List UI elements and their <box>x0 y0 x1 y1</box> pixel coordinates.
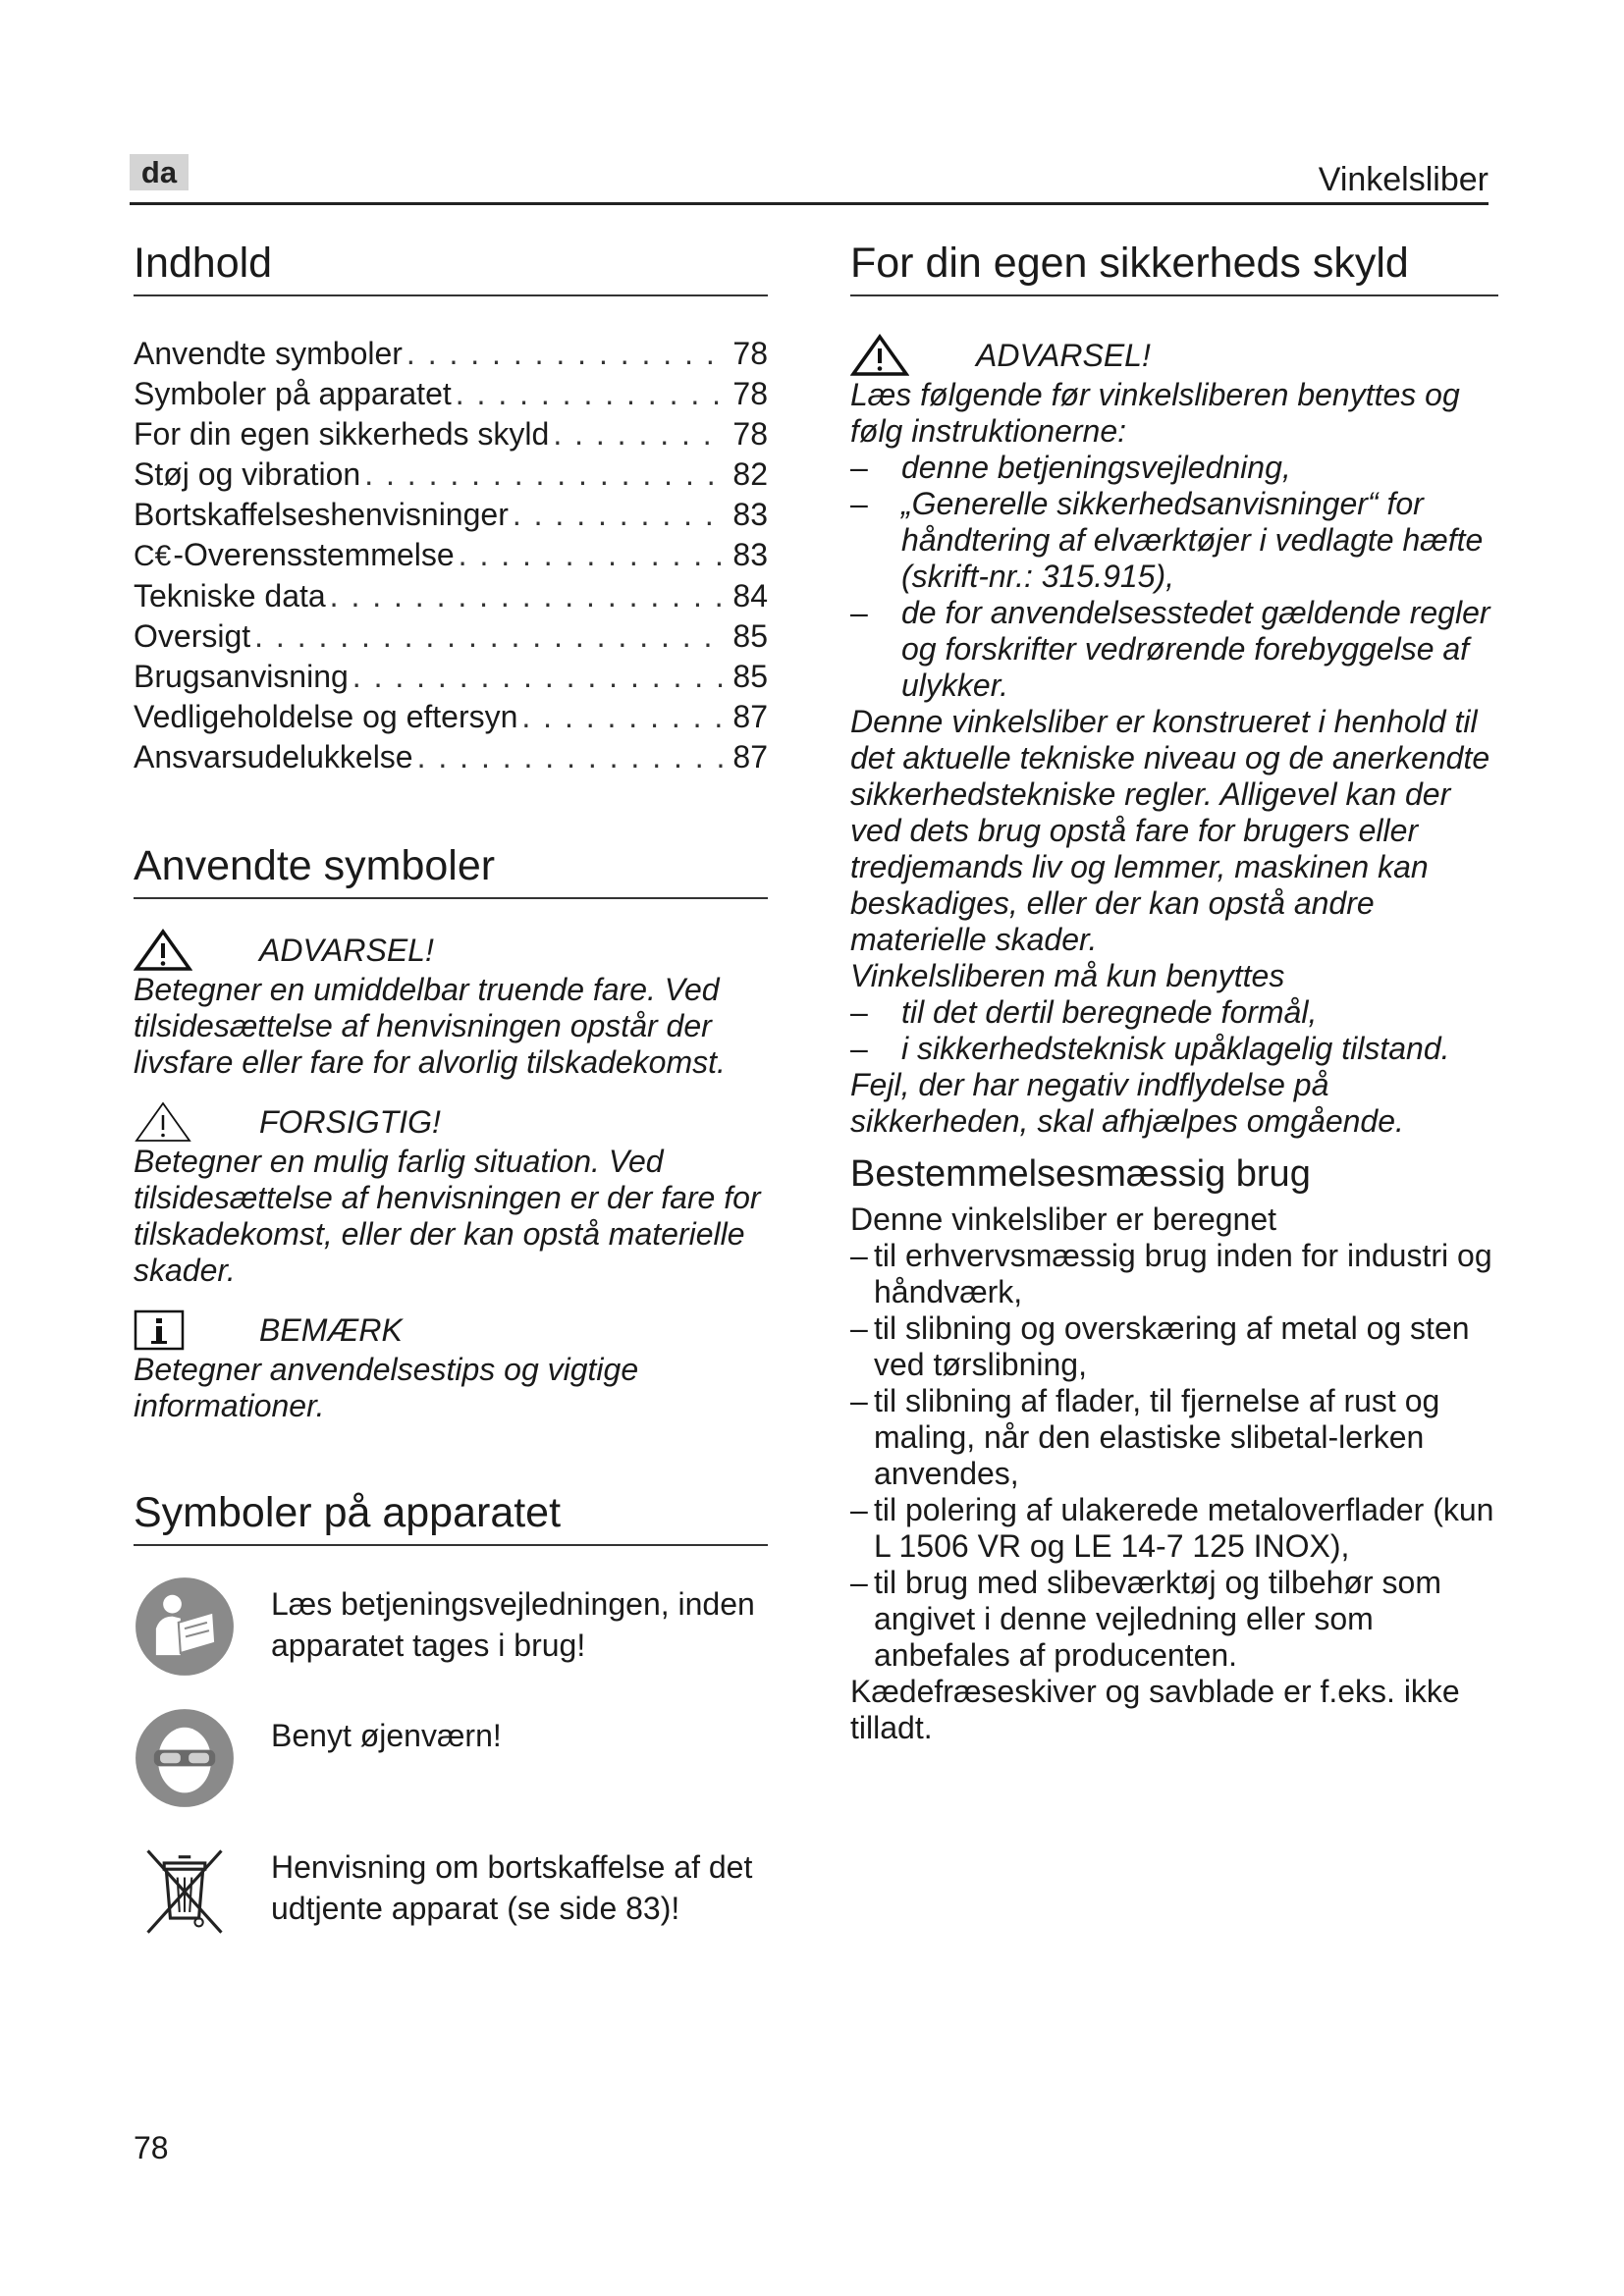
device-symbol-text: Benyt øjenværn! <box>271 1718 502 1753</box>
header-divider <box>130 202 1489 205</box>
note-title: BEMÆRK <box>259 1311 403 1348</box>
safety-usage-list <box>850 994 1498 1067</box>
read-manual-icon <box>134 1575 236 1678</box>
symbols-heading: Anvendte symboler <box>134 838 768 899</box>
caution-title: FORSIGTIG! <box>259 1103 441 1140</box>
device-symbol-text: Henvisning om bortskaffelse af det udtjente apparat (se side 83)! <box>271 1849 753 1926</box>
toc-item[interactable] <box>134 697 768 737</box>
toc-item[interactable] <box>134 495 768 535</box>
caution-triangle-icon <box>134 1100 192 1144</box>
list-item: – i sikkerhedsteknisk upåklagelig tilstand. <box>850 1031 1450 1066</box>
list-item: – til polering af ulakerede metaloverflader (kun L 1506 VR og LE 14-7 125 INOX), <box>850 1492 1494 1564</box>
toc-item-label: Symboler på apparatet <box>134 376 452 411</box>
toc-item[interactable] <box>134 374 768 414</box>
toc-item[interactable] <box>134 454 768 495</box>
document-title: Vinkelsliber <box>1318 161 1489 198</box>
toc-item-page: 85 <box>732 659 768 694</box>
toc-item[interactable] <box>134 414 768 454</box>
ce-mark-icon: C€ <box>134 540 172 572</box>
toc-item-label: Tekniske data <box>134 578 326 614</box>
page-number: 78 <box>134 2130 169 2165</box>
list-item: – til slibning og overskæring af metal og sten ved tørslibning, <box>850 1310 1470 1382</box>
device-symbols-section <box>134 1485 768 1941</box>
device-symbol-row <box>134 1575 768 1678</box>
safety-intro: Læs følgende før vinkelsliberen benyttes og følg instruktionerne: <box>850 377 1460 449</box>
symbols-section <box>134 838 768 1424</box>
warning-triangle-icon <box>134 929 192 972</box>
toc-item-label: Brugsanvisning <box>134 659 349 694</box>
safety-heading: For din egen sikkerheds skyld <box>850 236 1498 296</box>
toc-item[interactable] <box>134 657 768 697</box>
note-description: Betegner anvendelsestips og vigtige informationer. <box>134 1352 639 1423</box>
toc-item-label: Anvendte symboler <box>134 336 403 371</box>
toc-item-page: 85 <box>732 618 768 654</box>
device-symbol-text: Læs betjeningsvejledningen, inden apparatet tages i brug! <box>271 1586 755 1663</box>
toc-item[interactable] <box>134 616 768 657</box>
list-item: – til erhvervsmæssig brug inden for industri og håndværk, <box>850 1238 1492 1309</box>
safety-paragraph: Denne vinkelsliber er konstrueret i henhold til det aktuelle tekniske niveau og de anerkendte sikkerhedstekniske regler. Alligevel kan der ved dets brug opstå fare for brugers eller tredjemands liv og lemmer, maskinen kan beskadiges, eller der kan opstå andre materielle skader. <box>850 704 1490 957</box>
toc-item-page: 78 <box>732 336 768 371</box>
toc-item-page: 78 <box>732 416 768 452</box>
toc-item-page: 78 <box>732 376 768 411</box>
intended-use-intro: Denne vinkelsliber er beregnet <box>850 1201 1277 1237</box>
toc-item-page: 87 <box>732 739 768 774</box>
device-symbols-heading: Symboler på apparatet <box>134 1485 768 1546</box>
list-item: – de for anvendelsesstedet gældende regler og forskrifter vedrørende forebyggelse af ulykker. <box>850 595 1490 703</box>
list-item: – „Generelle sikkerhedsanvisninger“ for håndtering af elværktøjer i vedlagte hæfte (skrift-nr.: 315.915), <box>850 486 1484 594</box>
toc-item-label: Ansvarsudelukkelse <box>134 739 413 774</box>
toc-item-label: Oversigt <box>134 618 251 654</box>
toc-item[interactable] <box>134 334 768 374</box>
caution-symbol-row <box>134 1100 768 1144</box>
intended-use-heading: Bestemmelsesmæssig brug <box>850 1153 1311 1195</box>
toc-item[interactable] <box>134 535 768 576</box>
language-badge: da <box>130 154 189 190</box>
warning-title: ADVARSEL! <box>259 932 434 968</box>
list-item: – til slibning af flader, til fjernelse af rust og maling, når den elastiske slibetal-lerken anvendes, <box>850 1383 1440 1491</box>
toc-item-label: Støj og vibration <box>134 456 361 492</box>
list-item: – til brug med slibeværktøj og tilbehør som angivet i denne vejledning eller som anbefales af producenten. <box>850 1565 1441 1673</box>
safety-warning-row <box>850 334 1498 377</box>
warning-description: Betegner en umiddelbar truende fare. Ved tilsidesættelse af henvisningen opstår der livsfare eller fare for alvorlig tilskadekomst. <box>134 972 726 1080</box>
toc-item-page: 83 <box>732 497 768 532</box>
device-symbol-row <box>134 1707 768 1809</box>
warning-triangle-icon <box>850 334 909 377</box>
safety-paragraph: Fejl, der har negativ indflydelse på sikkerheden, skal afhjælpes omgående. <box>850 1067 1404 1139</box>
toc-item-label: For din egen sikkerheds skyld <box>134 416 550 452</box>
list-item: – denne betjeningsvejledning, <box>850 450 1291 485</box>
safety-warning-title: ADVARSEL! <box>976 337 1151 373</box>
caution-description: Betegner en mulig farlig situation. Ved tilsidesættelse af henvisningen er der fare for tilskadekomst, eller der kan opstå materielle skader. <box>134 1144 761 1288</box>
right-column <box>850 236 1498 1746</box>
info-icon <box>134 1308 192 1352</box>
left-column <box>134 236 768 1941</box>
toc-item-page: 84 <box>732 578 768 614</box>
toc-item-label: Bortskaffelseshenvisninger <box>134 497 509 532</box>
safety-paragraph: Vinkelsliberen må kun benyttes <box>850 958 1285 993</box>
table-of-contents <box>134 334 768 777</box>
eye-protection-icon <box>134 1707 236 1809</box>
toc-item-label: Vedligeholdelse og eftersyn <box>134 699 518 734</box>
toc-heading: Indhold <box>134 236 768 296</box>
note-symbol-row <box>134 1308 768 1352</box>
toc-item-page: 83 <box>732 537 768 572</box>
toc-item[interactable] <box>134 737 768 777</box>
device-symbol-row <box>134 1839 768 1941</box>
toc-item-page: 87 <box>732 699 768 734</box>
crossed-out-bin-icon <box>134 1839 236 1941</box>
intended-use-list <box>850 1238 1498 1674</box>
safety-instructions <box>850 377 1498 1140</box>
toc-item-page: 82 <box>732 456 768 492</box>
toc-item[interactable] <box>134 576 768 616</box>
warning-symbol-row <box>134 929 768 972</box>
intended-use-footer: Kædefræseskiver og savblade er f.eks. ikke tilladt. <box>850 1674 1460 1745</box>
safety-reading-list <box>850 450 1498 704</box>
list-item: – til det dertil beregnede formål, <box>850 994 1318 1030</box>
toc-item-label: -Overensstemmelse <box>173 537 455 572</box>
